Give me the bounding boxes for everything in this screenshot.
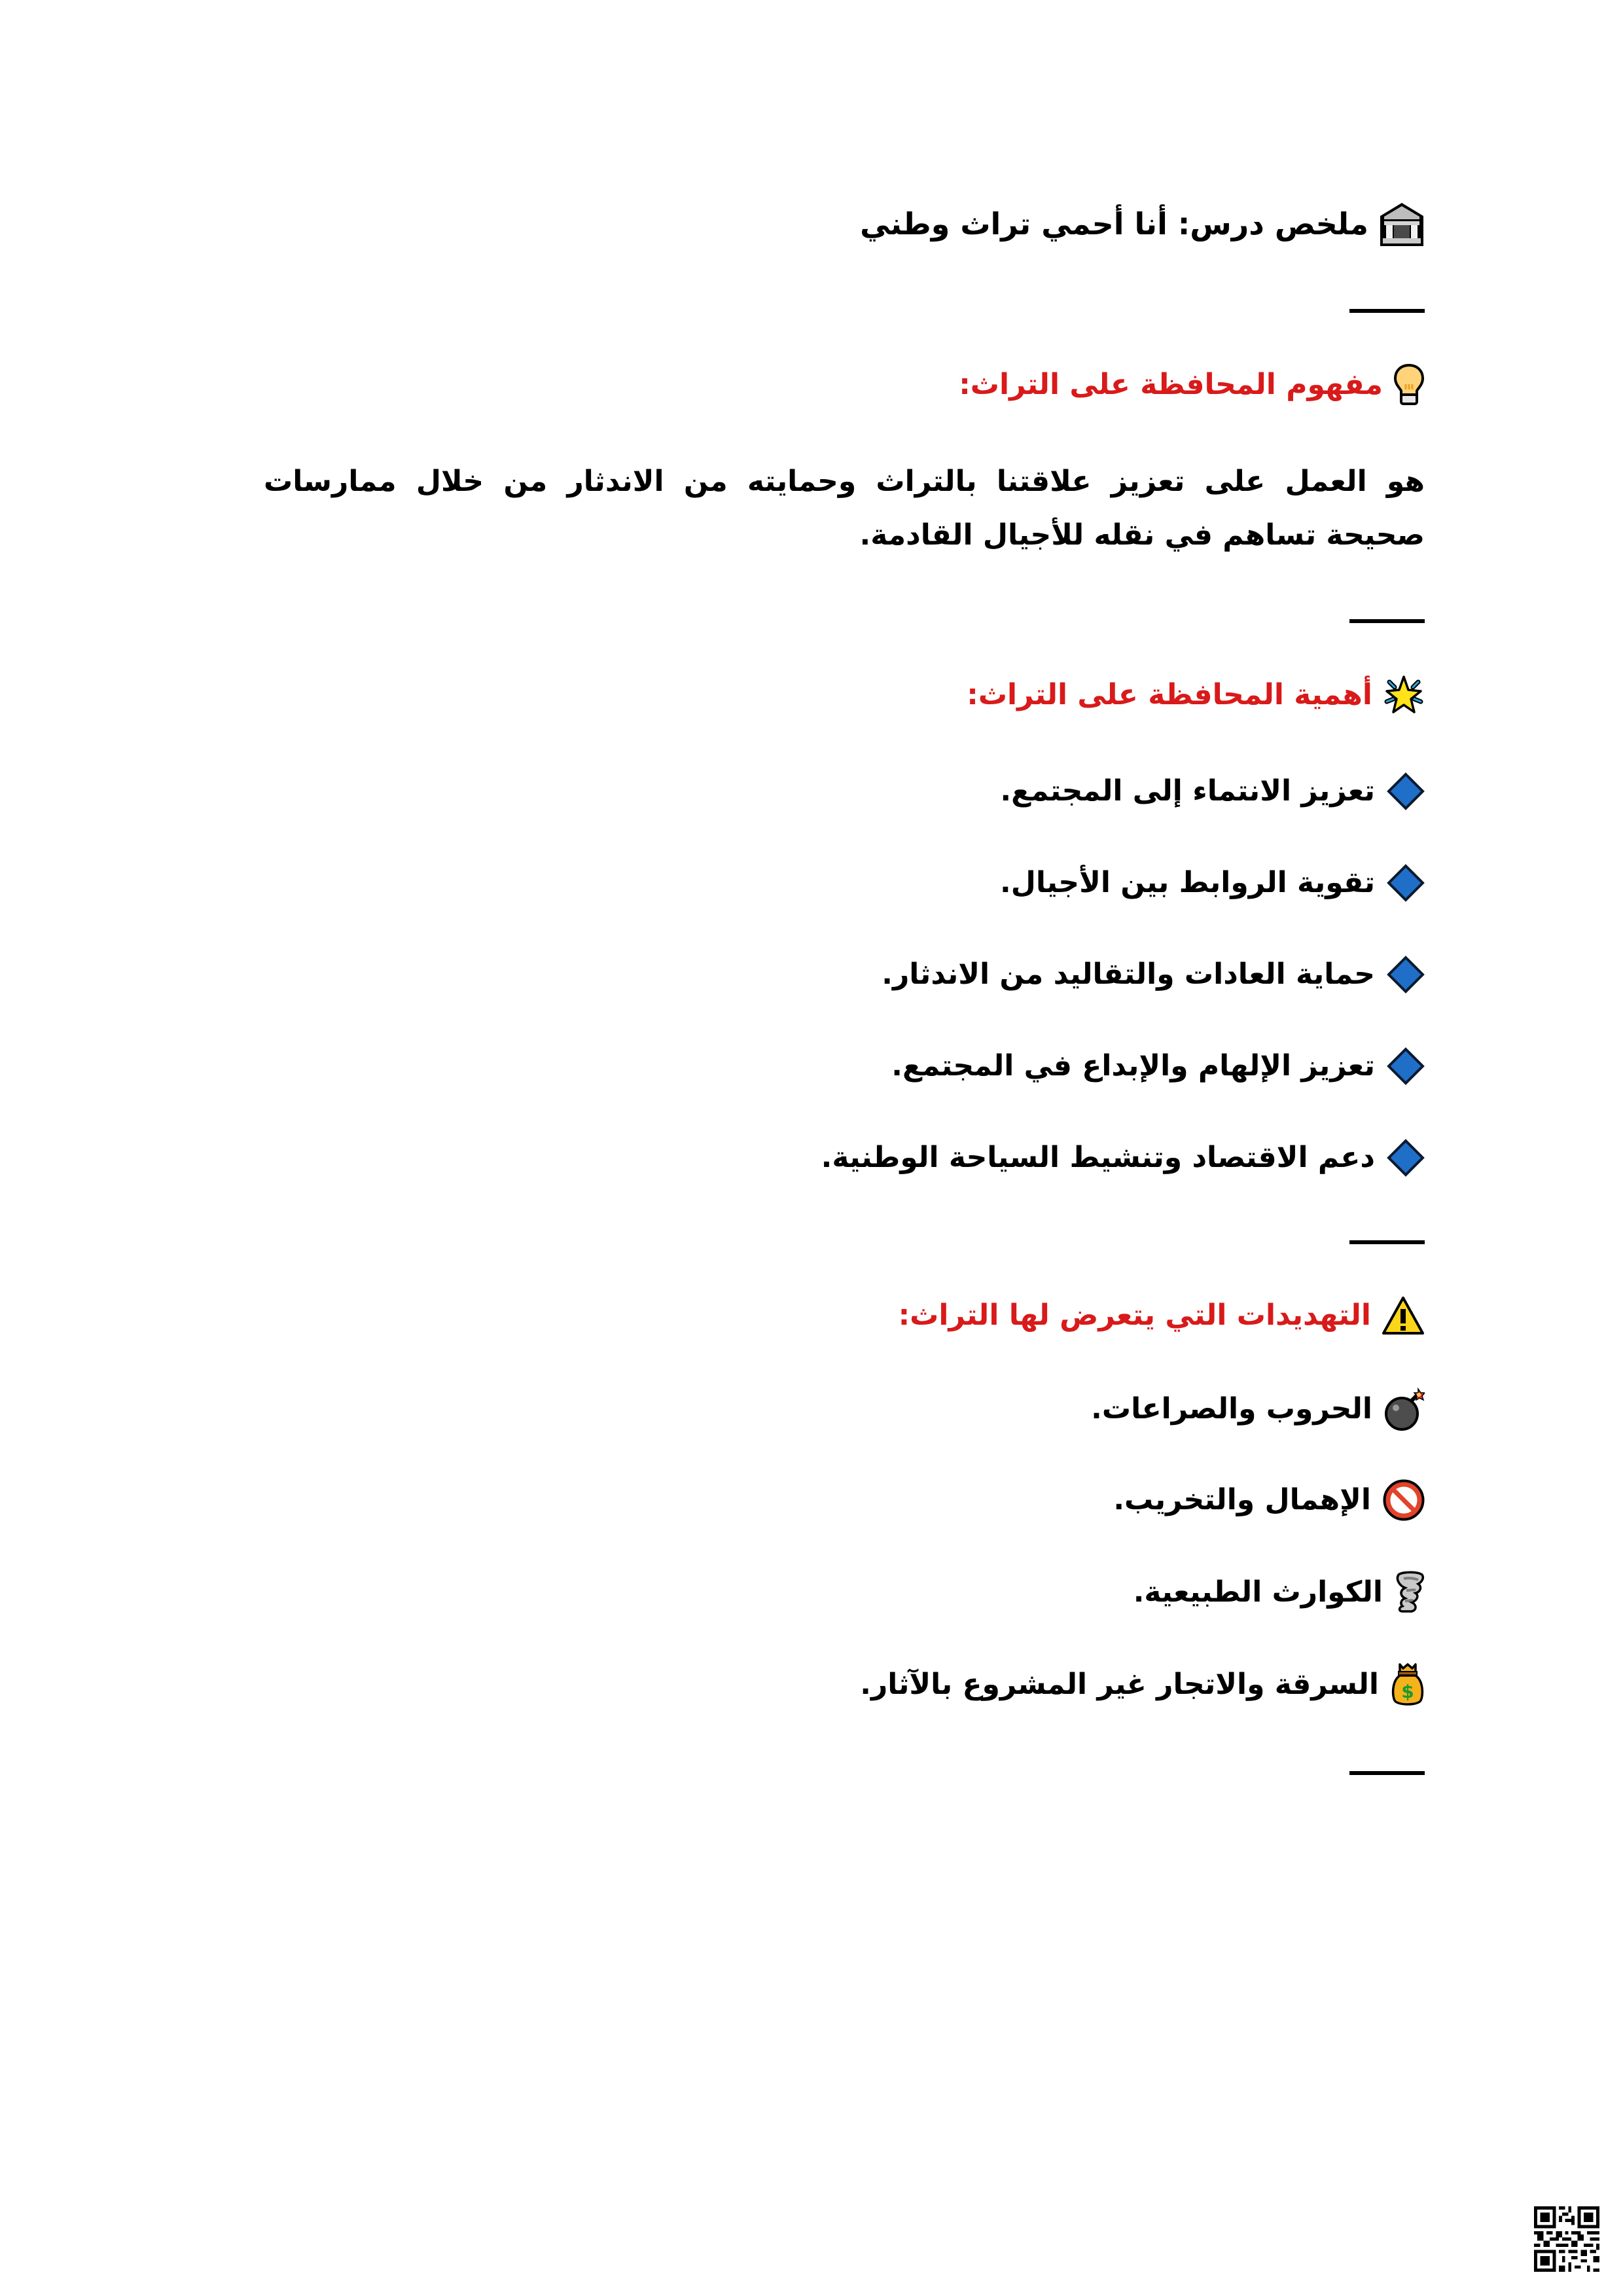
list-item bbox=[1113, 1479, 1425, 1521]
concept-paragraph: هو العمل على تعزيز علاقتنا بالتراث وحمايته من الاندثار من خلال ممارسات صحيحة تساهم في نقله للأجيال القادمة. bbox=[264, 465, 1425, 552]
list-item bbox=[1000, 772, 1425, 810]
section-heading-importance bbox=[967, 674, 1425, 716]
section-heading-text: التهديدات التي يتعرض لها التراث: bbox=[898, 1299, 1371, 1332]
list-item-text: السرقة والاتجار غير المشروع بالآثار. bbox=[860, 1668, 1379, 1701]
list-item bbox=[821, 1139, 1425, 1177]
tornado-icon bbox=[1395, 1571, 1425, 1614]
bomb-icon bbox=[1384, 1388, 1425, 1431]
list-item-text: دعم الاقتصاد وتنشيط السياحة الوطنية. bbox=[821, 1141, 1375, 1174]
list-item-text: تعزيز الإلهام والإبداع في المجتمع. bbox=[891, 1049, 1375, 1083]
blue-diamond-icon bbox=[1387, 956, 1425, 994]
list-item-text: الإهمال والتخريب. bbox=[1113, 1483, 1371, 1516]
list-item bbox=[860, 1662, 1425, 1707]
blue-diamond-icon bbox=[1387, 1047, 1425, 1085]
section-heading-concept bbox=[959, 363, 1425, 406]
blue-diamond-icon bbox=[1387, 1139, 1425, 1177]
list-item-text: تعزيز الانتماء إلى المجتمع. bbox=[1000, 774, 1375, 808]
section-divider bbox=[1349, 1240, 1425, 1244]
svg-text:$: $ bbox=[1401, 1681, 1414, 1702]
section-divider bbox=[1349, 619, 1425, 623]
classical-building-icon bbox=[1379, 202, 1425, 246]
list-item bbox=[1091, 1388, 1425, 1431]
list-item bbox=[882, 956, 1425, 994]
warning-icon bbox=[1382, 1296, 1425, 1335]
list-item-text: الحروب والصراعات. bbox=[1091, 1392, 1372, 1426]
blue-diamond-icon bbox=[1387, 772, 1425, 810]
section-divider bbox=[1349, 309, 1425, 313]
list-item-text: الكوارث الطبيعية. bbox=[1133, 1575, 1383, 1609]
prohibited-icon bbox=[1383, 1479, 1425, 1521]
document-title-text: ملخص درس: أنا أحمي تراث وطني bbox=[860, 206, 1368, 242]
list-item bbox=[891, 1047, 1425, 1085]
glowing-star-icon bbox=[1383, 674, 1425, 716]
qr-code-icon bbox=[1534, 2206, 1599, 2272]
blue-diamond-icon bbox=[1387, 864, 1425, 902]
section-heading-text: أهمية المحافظة على التراث: bbox=[967, 678, 1372, 711]
money-bag-icon bbox=[1391, 1662, 1425, 1707]
section-heading-text: مفهوم المحافظة على التراث: bbox=[959, 368, 1383, 401]
list-item-text: حماية العادات والتقاليد من الاندثار. bbox=[882, 958, 1375, 991]
document-title bbox=[860, 202, 1425, 246]
list-item-text: تقوية الروابط بين الأجيال. bbox=[1000, 866, 1375, 899]
list-item bbox=[1000, 864, 1425, 902]
section-divider bbox=[1349, 1771, 1425, 1775]
light-bulb-icon bbox=[1393, 363, 1425, 406]
list-item bbox=[1133, 1571, 1425, 1614]
section-heading-threats bbox=[899, 1296, 1425, 1335]
